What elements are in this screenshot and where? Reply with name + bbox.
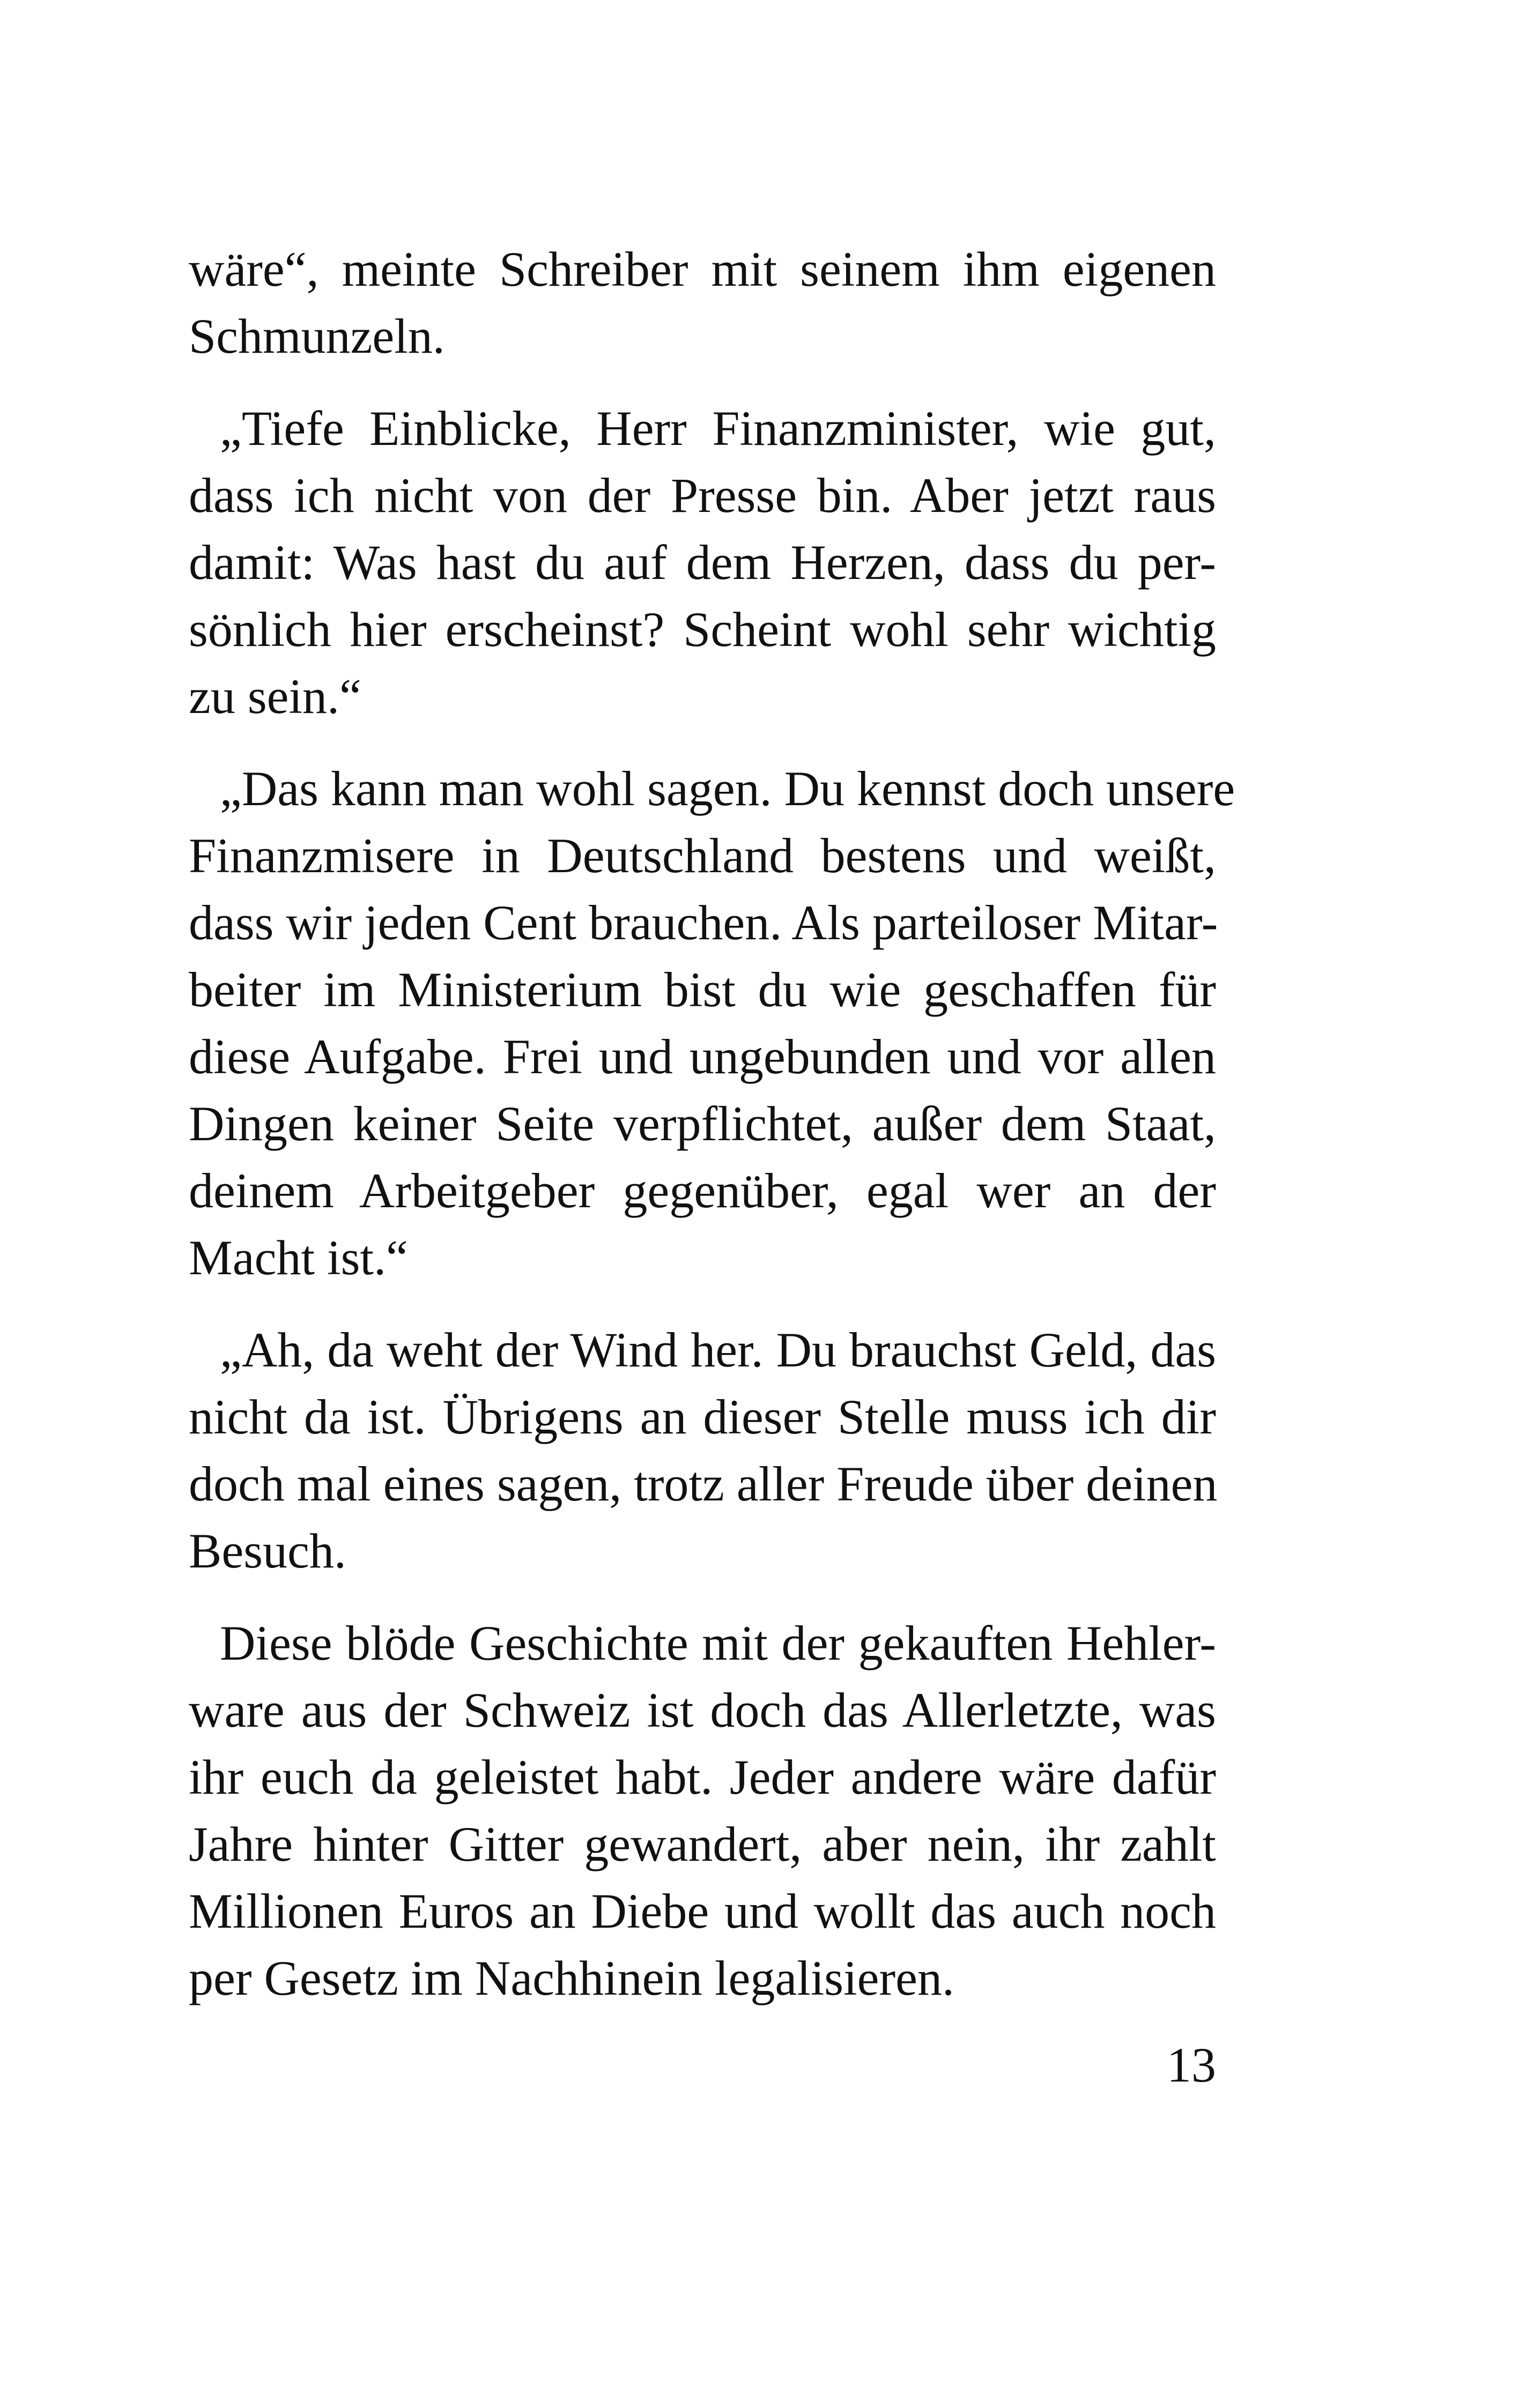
text-line: dass wir jeden Cent brauchen. Als parteiloser Mitar-: [189, 895, 1218, 950]
text-line: ware aus der Schweiz ist doch das Allerletzte, was: [189, 1683, 1216, 1737]
text-line: dass ich nicht von der Presse bin. Aber jetzt raus: [189, 468, 1216, 523]
paragraph-5: [189, 1610, 1216, 2012]
text-line: „Das kann man wohl sagen. Du kennst doch unsere: [220, 761, 1235, 816]
text-line: damit: Was hast du auf dem Herzen, dass du per-: [189, 535, 1216, 590]
text-line: Diese blöde Geschichte mit der gekauften Hehler-: [220, 1616, 1216, 1670]
text-line: Besuch.: [189, 1523, 346, 1578]
text-line: Macht ist.“: [189, 1230, 408, 1285]
text-line: sönlich hier erscheinst? Scheint wohl sehr wichtig: [189, 602, 1216, 657]
text-line: nicht da ist. Übrigens an dieser Stelle muss ich dir: [189, 1389, 1216, 1444]
text-line: Schmunzeln.: [189, 309, 445, 363]
text-line: diese Aufgabe. Frei und ungebunden und vor allen: [189, 1029, 1216, 1084]
paragraph-3: [189, 755, 1235, 1291]
text-line: „Ah, da weht der Wind her. Du brauchst Geld, das: [220, 1322, 1216, 1377]
text-line: deinem Arbeitgeber gegenüber, egal wer an der: [189, 1163, 1216, 1218]
text-line: Dingen keiner Seite verpflichtet, außer dem Staat,: [189, 1096, 1216, 1151]
text-line: ihr euch da geleistet habt. Jeder andere wäre dafür: [189, 1750, 1216, 1804]
text-line: Finanzmisere in Deutschland bestens und weißt,: [189, 828, 1216, 883]
page-number: 13: [1167, 2038, 1216, 2092]
text-line: Jahre hinter Gitter gewandert, aber nein, ihr zahlt: [189, 1817, 1216, 1871]
text-line: „Tiefe Einblicke, Herr Finanzminister, wie gut,: [220, 401, 1216, 456]
paragraph-4: [189, 1317, 1216, 1585]
text-line: doch mal eines sagen, trotz aller Freude über deinen: [189, 1456, 1218, 1511]
text-line: beiter im Ministerium bist du wie geschaffen für: [189, 962, 1216, 1017]
paragraph-1: [189, 236, 1216, 370]
text-line: zu sein.“: [189, 669, 361, 724]
text-line: wäre“, meinte Schreiber mit seinem ihm eigenen: [189, 242, 1216, 296]
paragraph-2: [189, 395, 1216, 730]
text-line: per Gesetz im Nachhinein legalisieren.: [189, 1951, 954, 2005]
body-text: [189, 236, 1235, 2012]
text-line: Millionen Euros an Diebe und wollt das auch noch: [189, 1884, 1216, 1938]
